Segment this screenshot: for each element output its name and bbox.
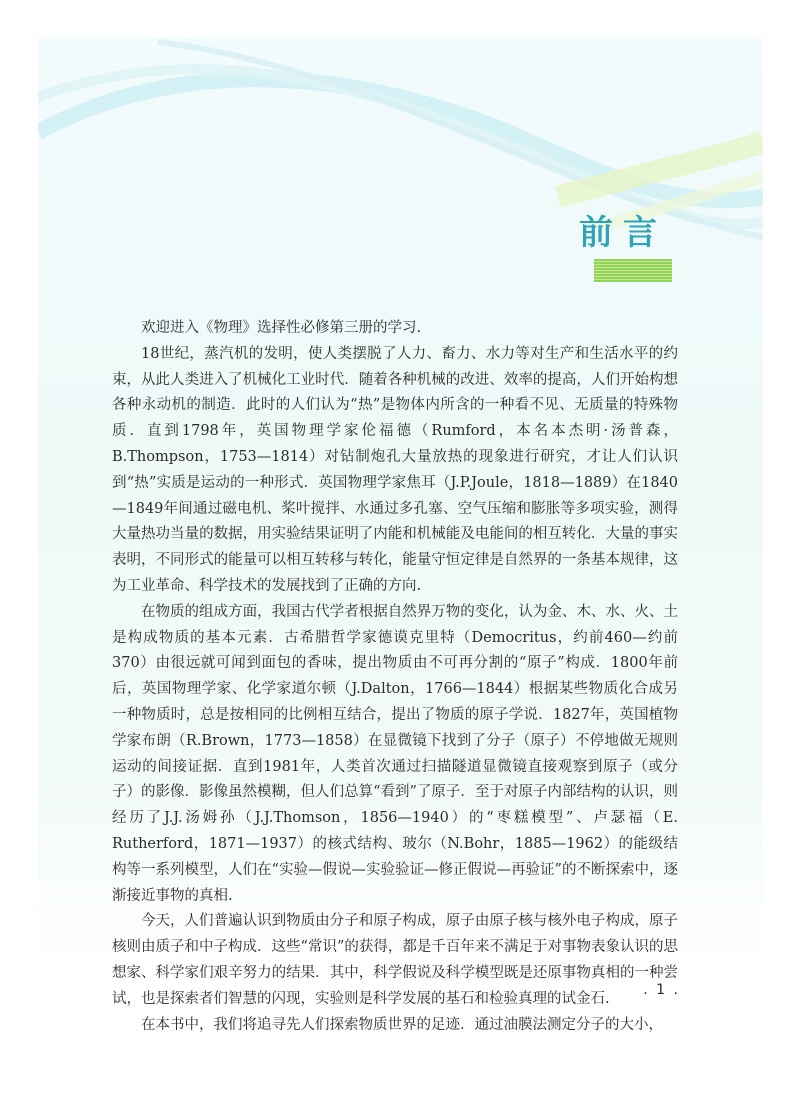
decorative-wave-graphic xyxy=(38,37,763,337)
paragraph: 在物质的组成方面，我国古代学者根据自然界万物的变化，认为金、木、水、火、土是构成物质的基本元素．古希腊哲学家德谟克里特（Democritus，约前460—约前370）由很远就可闻到面包的香味，提出物质由不可再分割的“原子”构成．1800年前后，英国物理学家、化学家道尔顿（J.Dalton，1766—1844）根据某些物质化合成另一种物质时，总是按相同的比例相互结合，提出了物质的原子学说．1827年，英国植物学家布朗（R.Brown，1773—1858）在显微镜下找到了分子（原子）不停地做无规则运动的间接证据．直到1981年，人类首次通过扫描隧道显微镜直接观察到原子（或分子）的影像．影像虽然模糊，但人们总算“看到”了原子．至于对原子内部结构的认识，则经历了J.J.汤姆孙（J.J.Thomson，1856—1940）的“枣糕模型”、卢瑟福（E. Rutherford，1871—1937）的核式结构、玻尔（N.Bohr，1885—1962）的能级结构等一系列模型，人们在“实验—假说—实验验证—修正假说—再验证”的不断探索中，逐渐接近事物的真相. xyxy=(112,603,678,904)
paragraph: 今天，人们普遍认识到物质由分子和原子构成，原子由原子核与核外电子构成，原子核则由质子和中子构成．这些“常识”的获得，都是千百年来不满足于对事物表象认识的思想家、科学家们艰辛努力的结果．其中，科学假说及科学模型既是还原事物真相的一种尝试，也是探索者们智慧的闪现，实验则是科学发展的基石和检验真理的试金石. xyxy=(112,913,678,1007)
page-number: . 1 . xyxy=(643,982,680,998)
title-underline-bar xyxy=(594,259,672,282)
paragraph: 18世纪，蒸汽机的发明，使人类摆脱了人力、畜力、水力等对生产和生活水平的约束，从此人类进入了机械化工业时代．随着各种机械的改进、效率的提高，人们开始构想各种永动机的制造．此时的人们认为“热”是物体内所含的一种看不见、无质量的特殊物质．直到1798年，英国物理学家伦福德（Rumford，本名本杰明·汤普森，B.Thompson，1753—1814）对钻制炮孔大量放热的现象进行研究，才让人们认识到“热”实质是运动的一种形式．英国物理学家焦耳（J.P.Joule，1818—1889）在1840—1849年间通过磁电机、桨叶搅拌、水通过多孔塞、空气压缩和膨胀等多项实验，测得大量热功当量的数据，用实验结果证明了内能和机械能及电能间的相互转化．大量的事实表明，不同形式的能量可以相互转移与转化，能量守恒定律是自然界的一条基本规律，这为工业革命、科学技术的发展找到了正确的方向. xyxy=(112,345,678,594)
paragraph: 在本书中，我们将追寻先人们探索物质世界的足迹．通过油膜法测定分子的大小， xyxy=(141,1016,663,1033)
page-title: 前言 xyxy=(579,213,667,253)
paragraph: 欢迎进入《物理》选择性必修第三册的学习. xyxy=(141,320,422,336)
body-text xyxy=(112,316,678,1038)
